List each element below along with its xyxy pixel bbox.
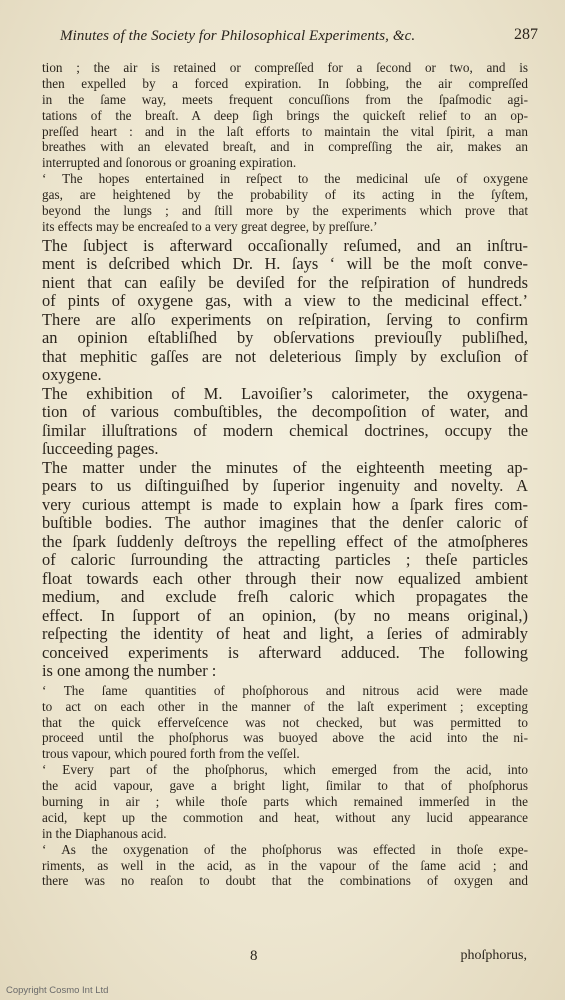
text-line: tations of the breaſt. A deep ſigh brings the quickeſt relief to an op- xyxy=(42,107,528,123)
page-header xyxy=(60,28,538,54)
text-line: the ſpark ſuddenly deſtroys the repelling effect of the atmoſpheres xyxy=(42,532,528,551)
paragraph-1 xyxy=(42,60,528,171)
paragraph-6 xyxy=(42,683,528,762)
text-line: float towards each other through their now equalized ambient xyxy=(42,569,528,588)
copyright-watermark: Copyright Cosmo Int Ltd xyxy=(6,985,109,996)
paragraph-2 xyxy=(42,171,528,235)
text-line: ment is deſcribed which Dr. H. ſays ‘ will be the moſt conve- xyxy=(42,255,528,274)
text-line: trous vapour, which poured forth from the veſſel. xyxy=(42,746,300,762)
text-line: effect. In ſupport of an opinion, (by no means original,) xyxy=(42,606,528,625)
text-line: gas, are heightened by the probability of its acting in the ſyſtem, xyxy=(42,187,528,203)
text-line: of caloric ſurrounding the attracting particles ; theſe particles xyxy=(42,551,528,570)
text-line: breathes with an elevated breaſt, and in compreſſing the air, makes an xyxy=(42,139,528,155)
page-number: 287 xyxy=(514,26,538,43)
text-line: that the quick effervеſcence was not checked, but was permitted to xyxy=(42,714,528,730)
text-line: ‘ The hopes entertained in reſpect to the medicinal uſe of oxygene xyxy=(42,171,528,187)
text-line: ſucceeding pages. xyxy=(42,440,159,459)
text-line: very curious attempt is made to explain how a ſpark fires com- xyxy=(42,495,528,514)
text-line: then expelled by a forced expiration. In ſobbing, the air compreſſed xyxy=(42,75,528,91)
text-line: ‘ As the oxygenation of the phoſphorus was effected in thoſe expe- xyxy=(42,841,528,857)
catchword: phoſphorus, xyxy=(460,948,527,963)
text-line: proceed until the phoſphorus was buoyed above the acid into the ni- xyxy=(42,730,528,746)
text-line: pears to us diſtinguiſhed by ſuperior ingenuity and novelty. A xyxy=(42,477,528,496)
paragraph-4 xyxy=(42,385,528,459)
text-line: There are alſo experiments on reſpiration, ſerving to confirm xyxy=(42,310,528,329)
text-line: ſimilar illuſtrations of modern chemical doctrines, occupy the xyxy=(42,421,528,440)
text-line: tion ; the air is retained or compreſſed for a ſecond or two, and is xyxy=(42,60,528,75)
text-line: is one among the number : xyxy=(42,662,217,681)
text-line: its effects may be encreaſed to a very great degree, by preſſure.’ xyxy=(42,218,378,234)
text-line: beyond the lungs ; and ſtill more by the experiments which prove that xyxy=(42,203,528,219)
running-title: Minutes of the Society for Philosophical Experiments, &c. xyxy=(60,28,416,44)
text-line: ‘ The ſame quantities of phoſphorous and nitrous acid were made xyxy=(42,682,528,698)
paragraph-3 xyxy=(42,237,528,385)
text-line: nient that can eaſily be deviſed for the reſpiration of hundreds xyxy=(42,273,528,292)
text-line: there was no reaſon to doubt that the combinations of oxygen and xyxy=(42,873,528,889)
text-line: ‘ Every part of the phoſphorus, which emerged from the acid, into xyxy=(42,762,528,778)
text-line: reſpecting the identity of heat and light, a ſeries of admirably xyxy=(42,625,528,644)
text-line: in the Diaphanous acid. xyxy=(42,825,167,841)
text-line: oxygene. xyxy=(42,366,102,385)
text-line: an opinion eſtabliſhed by obſervations previouſly publiſhed, xyxy=(42,329,528,348)
paragraph-8 xyxy=(42,842,528,890)
page-body xyxy=(42,60,528,889)
text-line: medium, and exclude freſh caloric which propagates the xyxy=(42,588,528,607)
text-line: acid, kept up the commotion and heat, without any lucid appearance xyxy=(42,809,528,825)
text-line: burning in air ; while thoſe parts which remained immerſed in the xyxy=(42,794,528,810)
text-line: interrupted and ſonorous or groaning expiration. xyxy=(42,155,297,171)
text-line: tion of various combuſtibles, the decompoſition of water, and xyxy=(42,403,528,422)
text-line: that mephitic gaſſes are not deleterious ſimply by excluſion of xyxy=(42,347,528,366)
text-line: the acid vapour, gave a bright light, ſimilar to that of phoſphorus xyxy=(42,778,528,794)
text-line: conceived experiments is afterward adduced. The following xyxy=(42,643,528,662)
text-line: of pints of oxygene gas, with a view to the medicinal effect.’ xyxy=(42,292,528,311)
text-line: preſſed heart : and in the laſt efforts to maintain the vital ſpirit, a man xyxy=(42,123,528,139)
signature-mark: 8 xyxy=(250,948,258,964)
text-line: riments, as well in the acid, as in the vapour of the ſame acid ; and xyxy=(42,857,528,873)
text-line: The exhibition of M. Lavoiſier’s calorimeter, the oxygena- xyxy=(42,384,528,403)
paragraph-5 xyxy=(42,459,528,681)
text-line: The matter under the minutes of the eighteenth meeting ap- xyxy=(42,458,528,477)
paragraph-7 xyxy=(42,762,528,841)
text-line: buſtible bodies. The author imagines that the denſer caloric of xyxy=(42,514,528,533)
text-line: The ſubject is afterward occaſionally reſumed, and an inſtru- xyxy=(42,236,528,255)
text-line: in the ſame way, meets frequent concuſſions from the ſpaſmodic agi- xyxy=(42,91,528,107)
text-line: to act on each other in the manner of the laſt experiment ; excepting xyxy=(42,698,528,714)
